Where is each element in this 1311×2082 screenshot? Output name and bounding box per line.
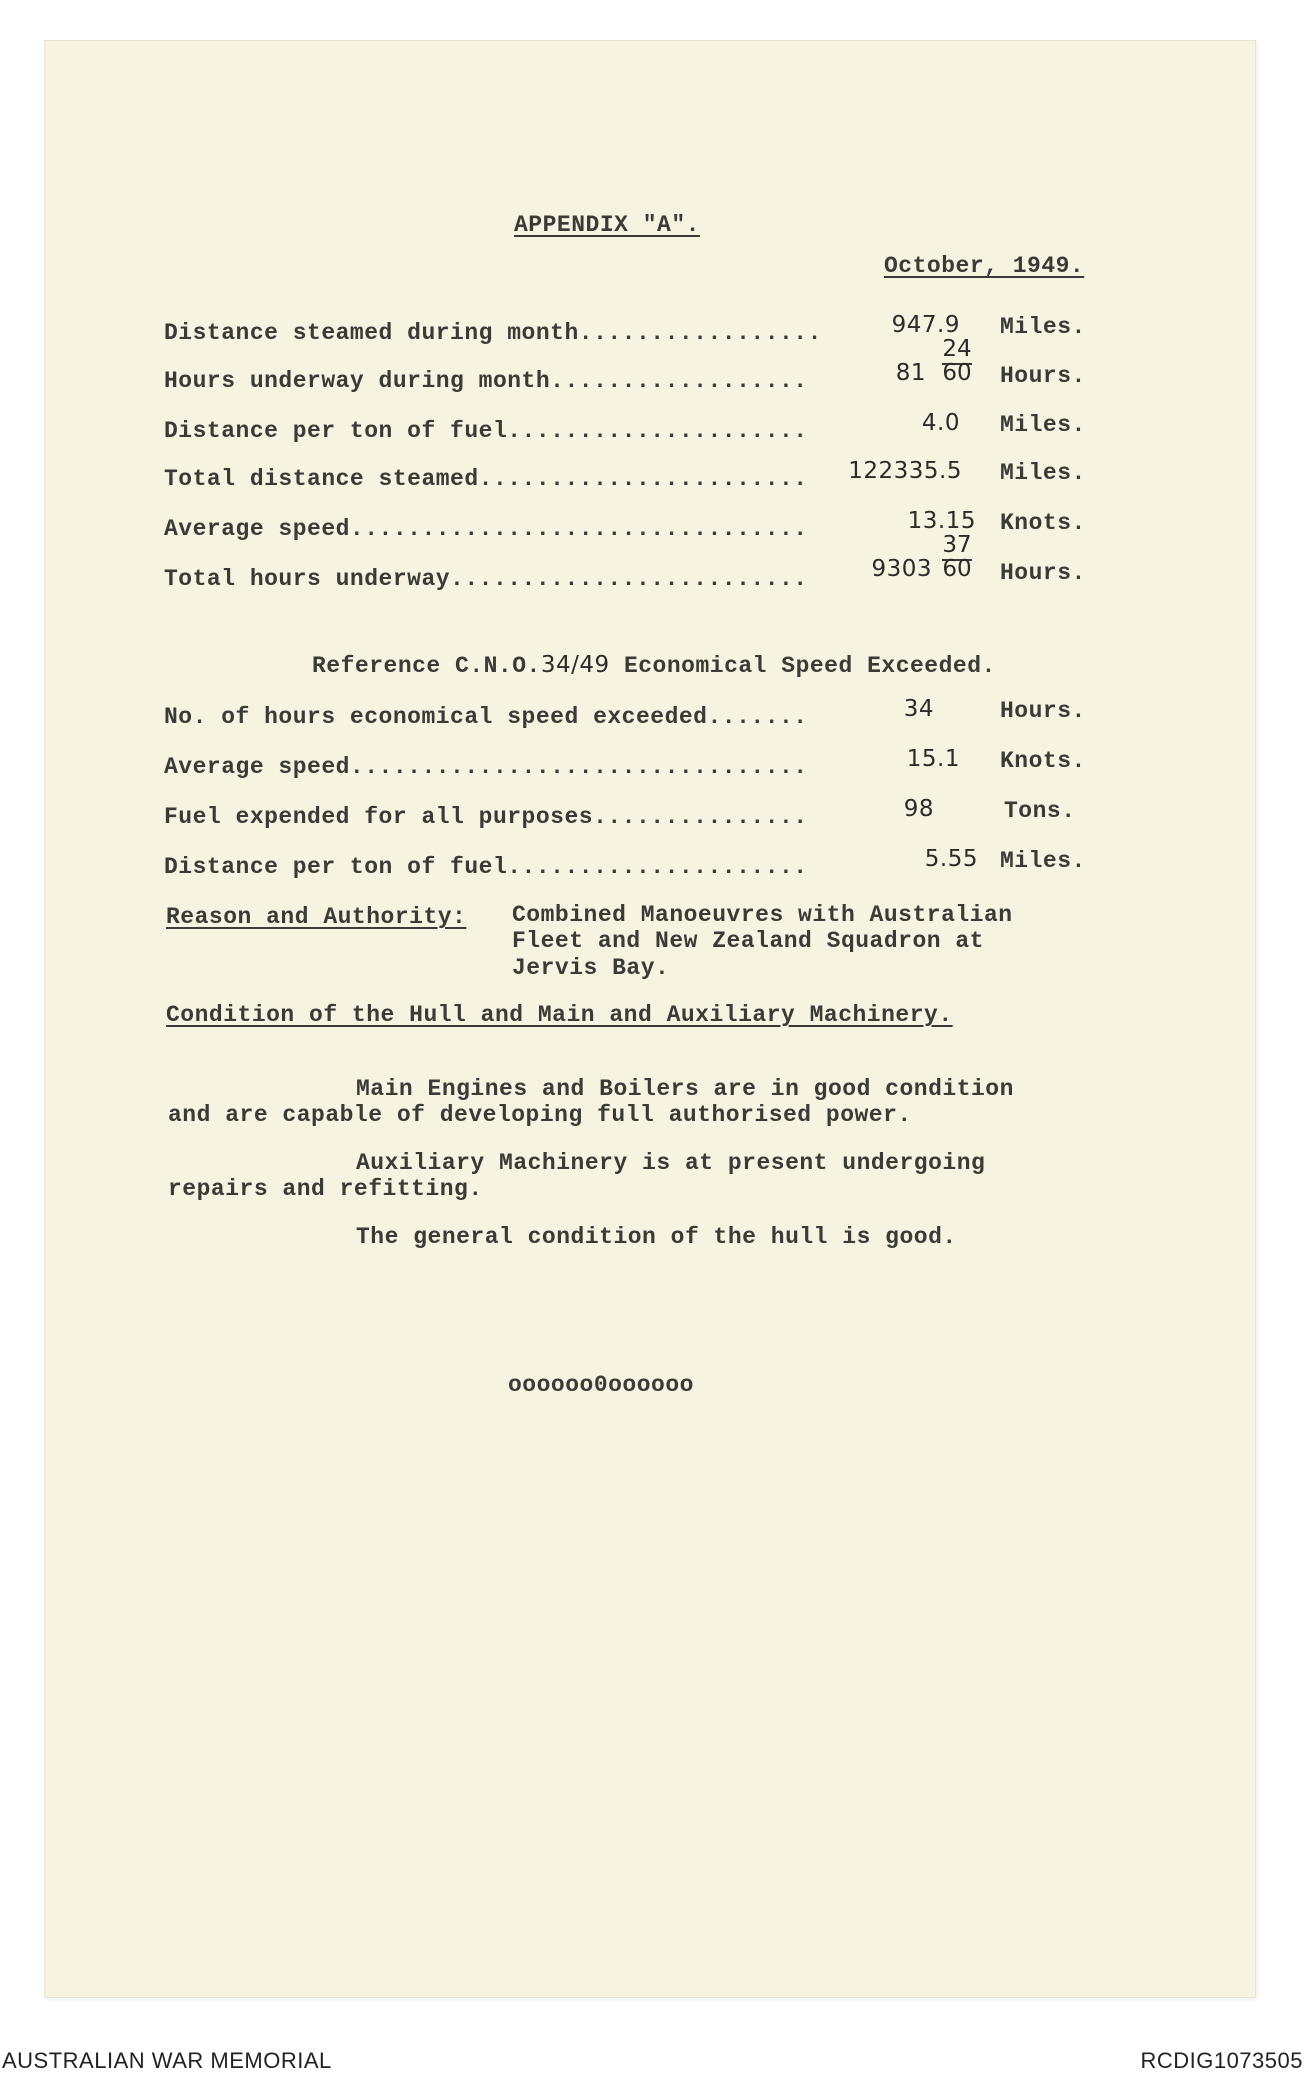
econ-unit: Knots. bbox=[1000, 748, 1086, 774]
reason-line: Fleet and New Zealand Squadron at bbox=[512, 928, 984, 954]
stat-unit: Hours. bbox=[1000, 560, 1086, 586]
econ-label: Fuel expended for all purposes............... bbox=[164, 804, 808, 830]
reference-number: 34/49 bbox=[540, 652, 610, 678]
stat-unit: Miles. bbox=[1000, 460, 1086, 486]
stat-label: Distance per ton of fuel..................... bbox=[164, 418, 808, 444]
stat-unit: Knots. bbox=[1000, 510, 1086, 536]
econ-unit: Hours. bbox=[1000, 698, 1086, 724]
fraction-denominator: 60 bbox=[942, 556, 972, 582]
reference-suffix: Economical Speed Exceeded. bbox=[623, 653, 996, 679]
stat-label: Hours underway during month.................. bbox=[164, 368, 808, 394]
document-date: October, 1949. bbox=[884, 253, 1085, 279]
econ-label: Average speed................................ bbox=[164, 754, 808, 780]
stat-unit: Miles. bbox=[1000, 412, 1086, 438]
stat-label: Average speed................................ bbox=[164, 516, 808, 542]
paragraph-line: Auxiliary Machinery is at present undergoing bbox=[356, 1150, 986, 1176]
reference-prefix: Reference C.N.O. bbox=[312, 653, 541, 679]
reason-line: Combined Manoeuvres with Australian bbox=[512, 902, 1013, 928]
stat-value: 9303 bbox=[871, 556, 932, 582]
stat-value: 122335.5 bbox=[848, 458, 962, 484]
reference-line bbox=[312, 652, 996, 679]
stat-value: 947.9 bbox=[891, 312, 960, 338]
stat-value: 81 bbox=[895, 360, 926, 386]
econ-label: Distance per ton of fuel..................... bbox=[164, 854, 808, 880]
econ-unit: Tons. bbox=[1004, 798, 1076, 824]
paragraph-line: and are capable of developing full authorised power. bbox=[168, 1102, 912, 1128]
footer-record-id: RCDIG1073505 bbox=[1140, 2048, 1303, 2073]
econ-unit: Miles. bbox=[1000, 848, 1086, 874]
stat-value: 13.15 bbox=[907, 508, 976, 534]
stat-unit: Miles. bbox=[1000, 314, 1086, 340]
reason-label: Reason and Authority: bbox=[166, 904, 467, 930]
econ-value: 98 bbox=[903, 796, 934, 822]
econ-label: No. of hours economical speed exceeded....... bbox=[164, 704, 808, 730]
fraction-numerator: 37 bbox=[942, 532, 972, 558]
stat-value: 4.0 bbox=[921, 410, 960, 436]
econ-value: 15.1 bbox=[906, 746, 960, 772]
end-mark: oooooo0oooooo bbox=[508, 1372, 694, 1398]
footer-archive-name: AUSTRALIAN WAR MEMORIAL bbox=[2, 2048, 332, 2073]
stat-label: Distance steamed during month................. bbox=[164, 320, 822, 346]
appendix-heading: APPENDIX "A". bbox=[514, 212, 700, 238]
stat-label: Total hours underway......................... bbox=[164, 566, 808, 592]
paragraph-line: The general condition of the hull is good. bbox=[356, 1224, 957, 1250]
paragraph-line: repairs and refitting. bbox=[168, 1176, 483, 1202]
stat-label: Total distance steamed....................... bbox=[164, 466, 808, 492]
paragraph-line: Main Engines and Boilers are in good condition bbox=[356, 1076, 1014, 1102]
reason-line: Jervis Bay. bbox=[512, 955, 670, 981]
condition-heading: Condition of the Hull and Main and Auxiliary Machinery. bbox=[166, 1002, 953, 1028]
econ-value: 34 bbox=[903, 696, 934, 722]
econ-value: 5.55 bbox=[924, 846, 978, 872]
stat-unit: Hours. bbox=[1000, 363, 1086, 389]
fraction-numerator: 24 bbox=[942, 336, 972, 362]
fraction-denominator: 60 bbox=[942, 360, 972, 386]
